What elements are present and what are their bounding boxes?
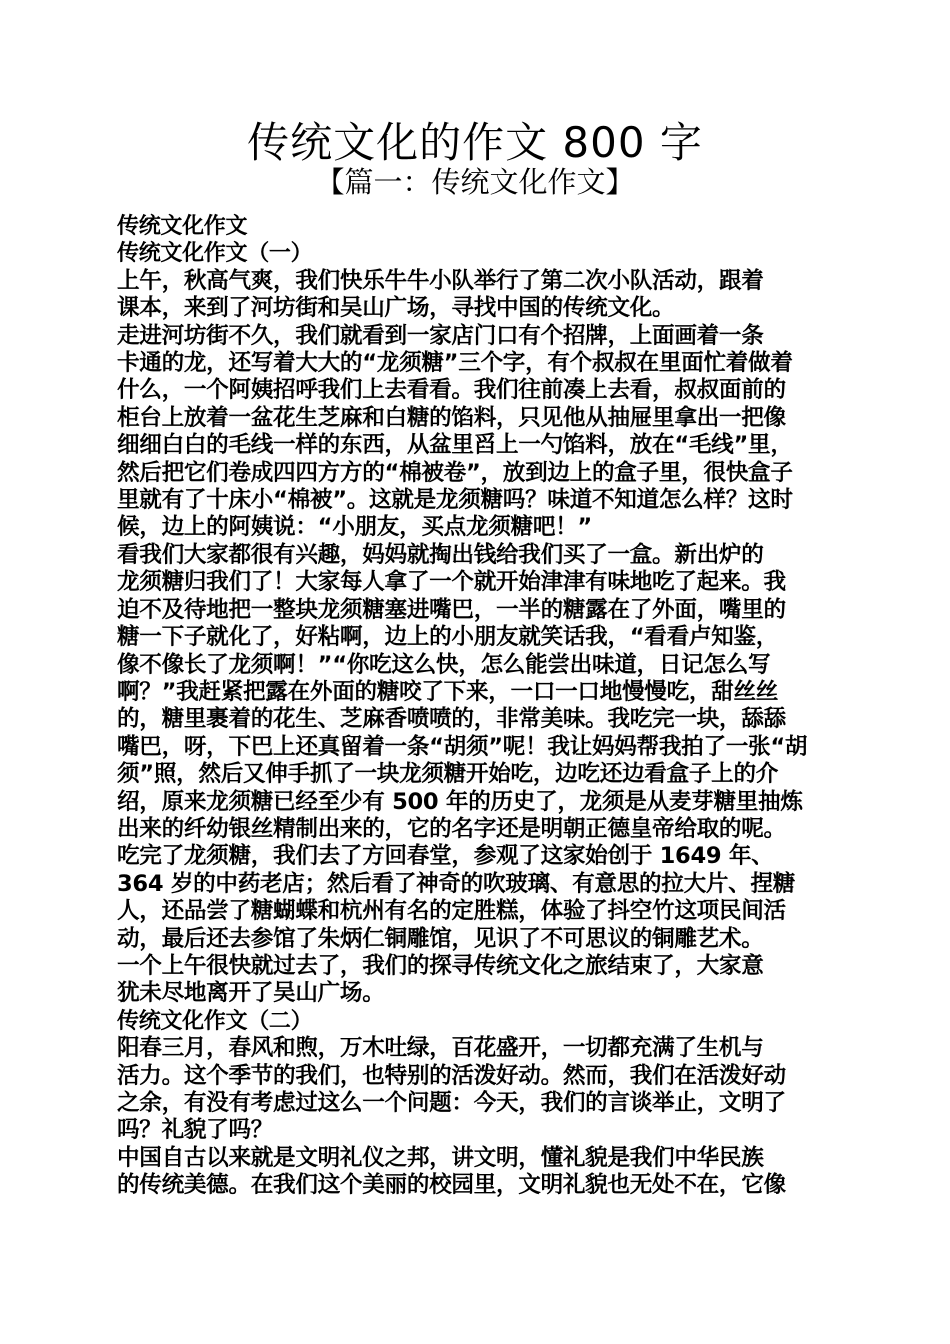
text-line: 阳春三月，春风和煦，万木吐绿，百花盛开，一切都充满了生机与 [117,1035,764,1062]
text-line: 中国自古以来就是文明礼仪之邦，讲文明，懂礼貌是我们中华民族 [117,1144,764,1171]
section-heading: 传统文化作文 [117,214,248,239]
text-line: 吃完了龙须糖，我们去了方回春堂，参观了这家始创于 1649 年、 [117,843,774,870]
text-line: 迫不及待地把一整块龙须糖塞进嘴巴，一半的糖露在了外面，嘴里的 [117,596,786,623]
text-line: 嘴巴，呀，下巴上还真留着一条“胡须”呢！我让妈妈帮我拍了一张“胡 [117,733,808,760]
text-line: 吗？礼貌了吗？ [117,1117,274,1144]
text-line: 之余，有没有考虑过这么一个问题：今天，我们的言谈举止，文明了 [117,1090,786,1116]
text-line: 须”照，然后又伸手抓了一块龙须糖开始吃，边吃还边看盒子上的介 [117,761,779,788]
text-line: 走进河坊街不久，我们就看到一家店门口有个招牌，上面画着一条 [117,322,764,349]
text-line: 卡通的龙，还写着大大的“龙须糖”三个字，有个叔叔在里面忙着做着 [117,350,793,377]
text-line: 人，还品尝了糖蝴蝶和杭州有名的定胜糕，体验了抖空竹这项民间活 [117,898,786,925]
text-line: 龙须糖归我们了！大家每人拿了一个就开始津津有味地吃了起来。我 [117,569,786,596]
text-line: 柜台上放着一盆花生芝麻和白糖的馅料，只见他从抽屉里拿出一把像 [117,404,786,431]
text-line: 啊？”我赶紧把露在外面的糖咬了下来，一口一口地慢慢吃，甜丝丝 [117,678,779,705]
text-line: 364 岁的中药老店；然后看了神奇的吹玻璃、有意思的拉大片、捏糖 [117,870,796,897]
text-line: 动，最后还去参馆了朱炳仁铜雕馆，见识了不可思议的铜雕艺术。 [117,925,764,952]
text-line: 的传统美德。在我们这个美丽的校园里，文明礼貌也无处不在，它像 [117,1172,786,1199]
text-line: 看我们大家都很有兴趣，妈妈就掏出钱给我们买了一盒。新出炉的 [117,541,764,568]
text-line: 什么，一个阿姨招呼我们上去看看。我们往前凑上去看，叔叔面前的 [117,377,786,404]
text-line: 课本，来到了河坊街和吴山广场，寻找中国的传统文化。 [117,295,675,322]
text-line: 上午，秋高气爽，我们快乐牛牛小队举行了第二次小队活动，跟着 [117,267,764,294]
text-line: 出来的纤幼银丝精制出来的，它的名字还是明朝正德皇帝给取的呢。 [117,815,786,842]
text-line: 然后把它们卷成四四方方的“棉被卷”，放到边上的盒子里，很快盒子 [117,459,793,486]
essay-heading-1: 传统文化作文（一） [117,241,313,267]
text-line: 的，糖里裹着的花生、芝麻香喷喷的，非常美味。我吃完一块，舔舔 [117,706,786,733]
text-line: 一个上午很快就过去了，我们的探寻传统文化之旅结束了，大家意 [117,952,764,979]
text-line: 里就有了十床小“棉被”。这就是龙须糖吗？味道不知道怎么样？这时 [117,487,793,514]
text-line: 犹未尽地离开了吴山广场。 [117,980,385,1007]
text-line: 活力。这个季节的我们，也特别的活泼好动。然而，我们在活泼好动 [117,1062,786,1089]
text-line: 绍，原来龙须糖已经至少有 500 年的历史了，龙须是从麦芽糖里抽炼 [117,788,803,815]
text-line: 糖一下子就化了，好粘啊，边上的小朋友就笑话我，“看看卢知鉴， [117,624,779,651]
text-line: 像不像长了龙须啊！”“你吃这么快，怎么能尝出味道，日记怎么写 [117,651,771,678]
text-line: 细细白白的毛线一样的东西，从盆里舀上一勺馅料，放在“毛线”里， [117,432,793,459]
text-line: 候，边上的阿姨说：“小朋友，买点龙须糖吧！” [117,514,592,541]
essay-heading-2: 传统文化作文（二） [117,1008,313,1034]
document-body [117,213,837,1200]
page-subtitle: 【篇一：传统文化作文】 [315,165,635,199]
page-title: 传统文化的作文 800 字 [247,118,703,167]
